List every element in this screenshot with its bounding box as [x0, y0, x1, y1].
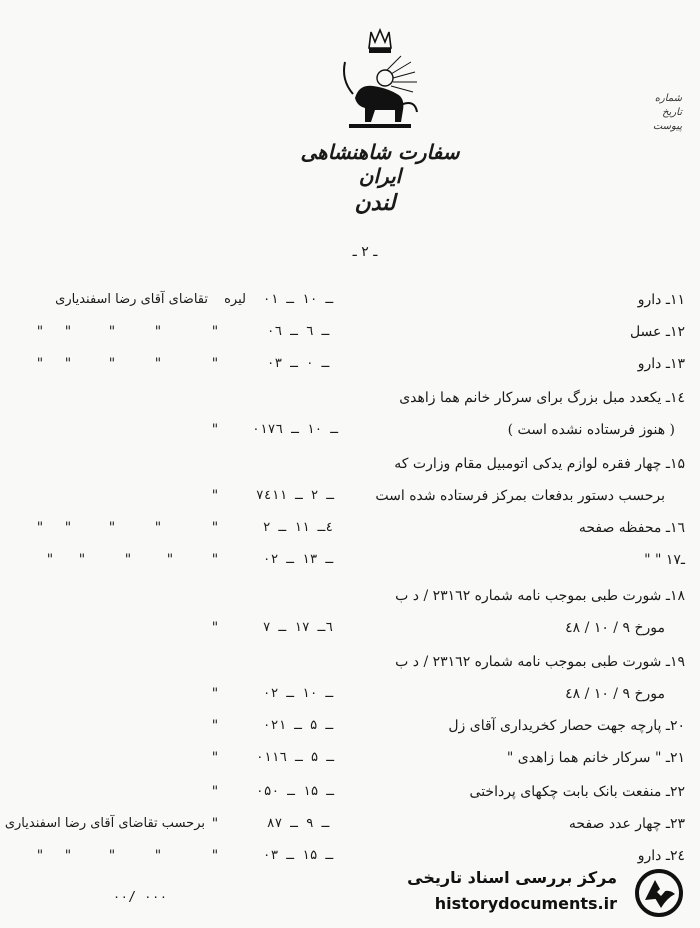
row-15-description: ۱۵ـ چهار فقره لوازم یدکی اتومبیل مقام وزارت که: [394, 456, 685, 472]
ditto-mark: ": [211, 848, 219, 864]
ditto-mark: ": [211, 422, 219, 438]
ditto-mark: ": [211, 488, 219, 504]
ditto-mark: ": [154, 356, 162, 372]
footer-total: ۰۰/ ۰۰۰: [112, 890, 168, 905]
ditto-mark: ": [64, 356, 72, 372]
ditto-mark: ": [211, 552, 219, 568]
row-20-description: ۲۰ـ پارچه جهت حصار کخریداری آقای زل: [448, 718, 685, 734]
city-name: لندن: [354, 190, 396, 216]
row-19-date: مورخ ۹ / ۱۰ / ٤۸: [565, 686, 665, 702]
row-11-unit: لیره: [224, 292, 246, 307]
row-21-description: ۲۱ـ " سرکار خانم هما زاهدی ": [506, 750, 685, 766]
row-19-description: ۱۹ـ شورت طبی بموجب نامه شماره ۲۳۱٦۲ / د ب: [395, 654, 685, 670]
date-label: تاریخ: [662, 107, 682, 118]
ditto-mark: ": [211, 520, 219, 536]
ditto-mark: ": [36, 356, 44, 372]
watermark-site: historydocuments.ir: [434, 894, 617, 913]
row-22-amount: ۰ـ ۱۵ ـ ۵۰: [255, 784, 335, 799]
ditto-mark: ": [211, 718, 219, 734]
ditto-mark: ": [211, 750, 219, 766]
row-14-note: ( هنوز فرستاده نشده است ): [507, 422, 675, 438]
watermark-title: مرکز بررسی اسناد تاریخی: [407, 868, 617, 887]
lion-and-sun-emblem-icon: [335, 28, 425, 133]
ditto-mark: ": [64, 324, 72, 340]
ditto-mark: ": [108, 356, 116, 372]
ditto-mark: ": [211, 686, 219, 702]
ditto-mark: ": [36, 848, 44, 864]
ditto-mark: ": [154, 324, 162, 340]
row-18-date: مورخ ۹ / ۱۰ / ٤۸: [565, 620, 665, 636]
row-12-description: ۱۲ـ عسل: [629, 324, 685, 340]
row-15-amount: ۷ـ ۲ ـ ٤۱۱: [255, 488, 335, 503]
archive-logo-icon: [631, 868, 687, 918]
ditto-mark: ": [108, 324, 116, 340]
row-13-description: ۱۳ـ دارو: [637, 356, 685, 372]
row-18-description: ۱۸ـ شورت طبی بموجب نامه شماره ۲۳۱٦۲ / د ب: [395, 588, 685, 604]
row-21-amount: ۰ـ ۵ ـ ۱۱٦: [255, 750, 335, 765]
ditto-mark: ": [211, 816, 219, 832]
ditto-mark: ": [108, 520, 116, 536]
row-19-amount: ۰ـ ۱۰ ـ ۲: [262, 686, 334, 701]
ditto-mark: ": [211, 784, 219, 800]
page-number: ـ ۲ ـ: [352, 244, 378, 260]
row-11-description: ۱۱ـ دارو: [637, 292, 685, 308]
ditto-mark: ": [36, 520, 44, 536]
row-14-description: ۱٤ـ یکعدد مبل بزرگ برای سرکار خانم هما زاهدی: [399, 390, 685, 406]
row-23-description: ۲۳ـ چهار عدد صفحه: [568, 816, 685, 832]
ditto-mark: ": [108, 848, 116, 864]
row-24-amount: ۰ـ ۱۵ ـ ۳: [262, 848, 334, 863]
ditto-mark: ": [64, 848, 72, 864]
row-16-description: ۱٦ـ محفظه صفحه: [578, 520, 685, 536]
ditto-mark: ": [211, 324, 219, 340]
row-12-amount: ۰ـ ٦ ـ ٦: [266, 324, 330, 339]
row-20-amount: ۰ـ ۵ ـ ۲۱: [262, 718, 334, 733]
row-14-amount: ۰ـ ۱۰ ـ ۱۷٦: [251, 422, 339, 437]
ditto-mark: ": [46, 552, 54, 568]
ditto-mark: ": [211, 356, 219, 372]
row-17-amount: ۰ـ ۱۳ ـ ۲: [262, 552, 334, 567]
row-24-description: ۲٤ـ دارو: [637, 848, 685, 864]
watermark: [407, 862, 695, 922]
row-17-description: ـ۱۷ " ": [644, 552, 685, 568]
row-11-remark: تقاضای آقای رضا اسفندیاری: [55, 292, 208, 307]
row-15-continuation: برحسب دستور بدفعات بمرکز فرستاده شده است: [375, 488, 665, 504]
row-16-amount: ٤ـ ۱۱ ـ ۲: [262, 520, 334, 535]
row-23-remark: برحسب تقاضای آقای رضا اسفندیاری: [4, 816, 205, 831]
ditto-mark: ": [154, 520, 162, 536]
row-23-amount: ۸ـ ۹ ـ ۷: [266, 816, 330, 831]
reference-fields: [622, 92, 682, 134]
ditto-mark: ": [124, 552, 132, 568]
ditto-mark: ": [78, 552, 86, 568]
row-18-amount: ٦ـ ۱۷ ـ ۷: [262, 620, 334, 635]
ditto-mark: ": [154, 848, 162, 864]
row-22-description: ۲۲ـ منفعت بانک بابت چکهای پرداختی: [469, 784, 685, 800]
ditto-mark: ": [36, 324, 44, 340]
ditto-mark: ": [211, 620, 219, 636]
row-13-amount: ۰ـ ۰ ـ ۳: [266, 356, 330, 371]
row-11-amount: ۰ـ ۱۰ ـ ۱: [262, 292, 334, 307]
embassy-name: سفارت شاهنشاهی ایران: [300, 140, 460, 188]
attachment-label: پیوست: [652, 121, 682, 132]
number-label: شماره: [654, 93, 682, 104]
ditto-mark: ": [64, 520, 72, 536]
ditto-mark: ": [166, 552, 174, 568]
